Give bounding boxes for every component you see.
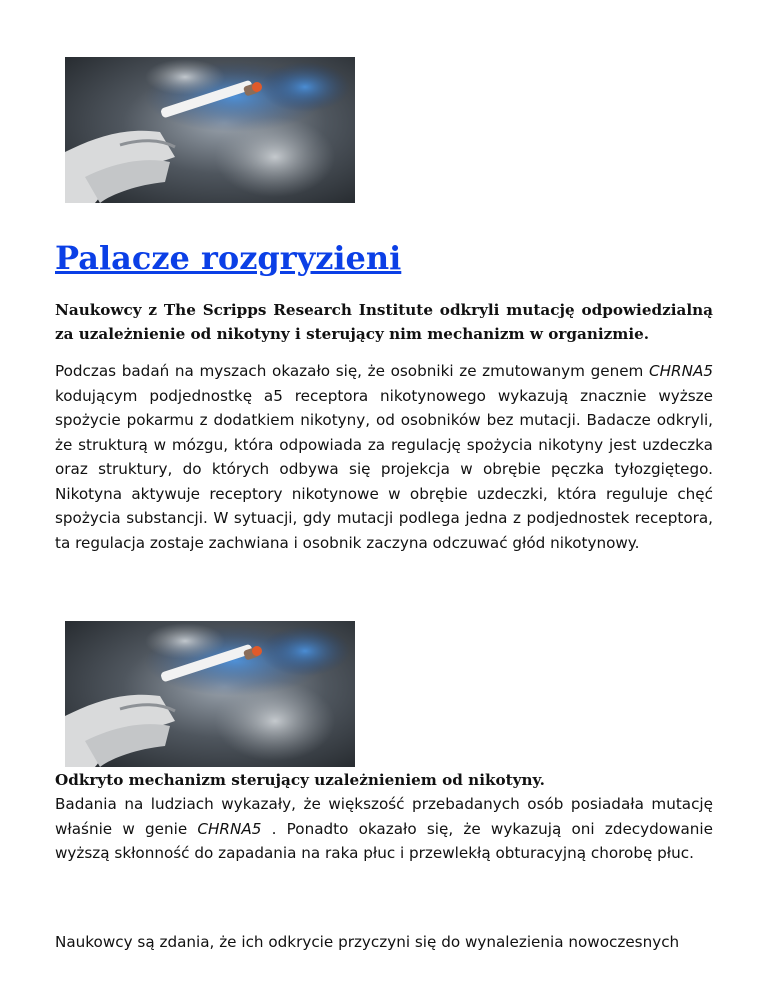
paragraph-1-text-a: Podczas badań na myszach okazało się, że osobniki ze zmutowanym genem xyxy=(55,362,649,380)
gene-name-2: CHRNA5 xyxy=(197,819,262,838)
paragraph-3: Naukowcy są zdania, że ich odkrycie przyczyni się do wynalezienia nowoczesnych xyxy=(55,933,680,951)
cigarette-hand-photo-2 xyxy=(65,621,355,767)
paragraph-2 xyxy=(55,792,713,866)
article-title xyxy=(55,238,401,278)
paragraph-1 xyxy=(55,359,713,555)
article-title-link[interactable]: Palacze rozgryzieni xyxy=(55,239,402,277)
cigarette-hand-illustration-2 xyxy=(65,621,355,767)
paragraph-1-text-b: kodującym podjednostkę a5 receptora nikotynowego wykazują znacznie wyższe spożycie pokarmu z dodatkiem nikotyny, od osobników bez mutacji. Badacze odkryli, że strukturą w mózgu, która odpowiada za regulację spożycia nikotyny jest uzdeczka oraz struktury, do których odbywa się projekcja w obrębie pęczka tyłozgiętego. Nikotyna aktywuje receptory nikotynowe w obrębie uzdeczki, która reguluje chęć spożycia substancji. W sytuacji, gdy mutacji podlega jedna z podjednostek receptora, ta regulacja zostaje zachwiana i osobnik zaczyna odczuwać głód nikotynowy. xyxy=(55,386,713,552)
article-lead: Naukowcy z The Scripps Research Institute odkryli mutację odpowiedzialną za uzależnienie od nikotyny i sterujący nim mechanizm w organizmie. xyxy=(55,301,713,343)
paragraph-2-text-a: Badania na ludziach wykazały, że większość przebadanych osób posiadała mutację właśnie w genie xyxy=(55,795,713,838)
section-subheading: Odkryto mechanizm sterujący uzależnieniem od nikotyny. xyxy=(55,771,545,789)
paragraph-2-text-b: . Ponadto okazało się, że wykazują oni zdecydowanie wyższą skłonność do zapadania na raka płuc i przewlekłą obturacyjną chorobę płuc. xyxy=(55,819,713,862)
cigarette-hand-photo xyxy=(65,57,355,203)
cigarette-hand-illustration xyxy=(65,57,355,203)
gene-name: CHRNA5 xyxy=(649,362,713,380)
